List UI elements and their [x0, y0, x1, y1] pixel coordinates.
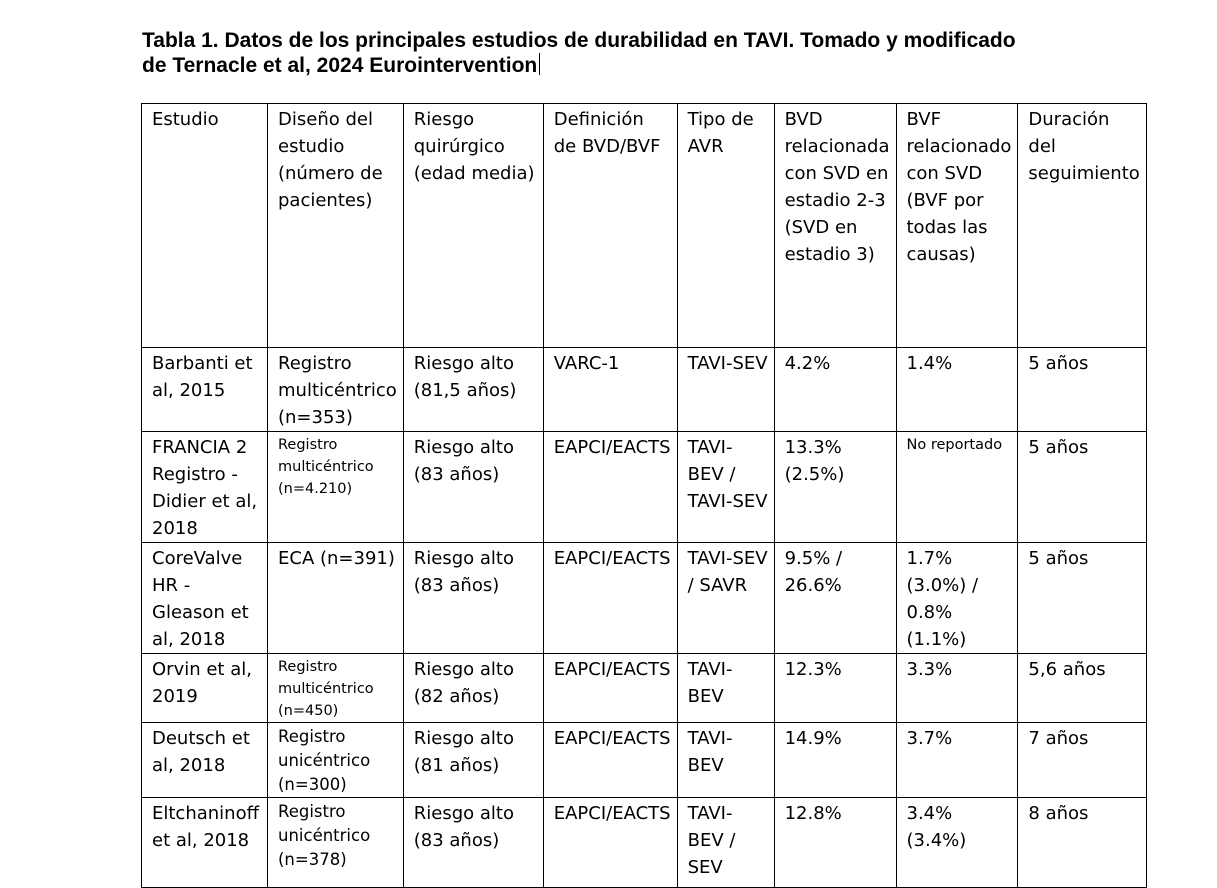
- cell-bvf: [896, 432, 1018, 543]
- table-row: [142, 798, 1147, 888]
- table-row: [142, 543, 1147, 654]
- cell-diseno: [268, 654, 404, 723]
- cell-bvd: 13.3% (2.5%): [774, 432, 896, 543]
- cell-duracion: 5 años: [1018, 543, 1146, 654]
- cell-tipo: TAVI-BEV / SEV: [677, 798, 774, 888]
- cell-diseno: Registro multicéntrico (n=353): [268, 348, 404, 432]
- header-cell-estudio: Estudio: [142, 104, 268, 348]
- header-cell-riesgo: Riesgo quirúrgico (edad media): [403, 104, 543, 348]
- cell-definicion: EAPCI/EACTS: [543, 723, 677, 798]
- cell-estudio: CoreValve HR - Gleason et al, 2018: [142, 543, 268, 654]
- cell-diseno-text: Registro unicéntrico (n=378): [278, 802, 371, 869]
- cell-diseno: [268, 798, 404, 888]
- header-cell-duracion: Duración del seguimiento: [1018, 104, 1146, 348]
- cell-bvf-text: No reportado: [906, 437, 1003, 453]
- cell-diseno: [268, 432, 404, 543]
- cell-riesgo: Riesgo alto (82 años): [403, 654, 543, 723]
- table-row: [142, 432, 1147, 543]
- cell-definicion: EAPCI/EACTS: [543, 798, 677, 888]
- header-cell-definicion: Definición de BVD/BVF: [543, 104, 677, 348]
- cell-tipo: TAVI-BEV / TAVI-SEV: [677, 432, 774, 543]
- table-row: [142, 348, 1147, 432]
- cell-bvd: 14.9%: [774, 723, 896, 798]
- cell-tipo: TAVI-SEV / SAVR: [677, 543, 774, 654]
- cell-bvf: 1.4%: [896, 348, 1018, 432]
- cell-estudio: Orvin et al, 2019: [142, 654, 268, 723]
- table-row: [142, 654, 1147, 723]
- cell-tipo: TAVI-BEV: [677, 723, 774, 798]
- cell-definicion: EAPCI/EACTS: [543, 432, 677, 543]
- cell-definicion: EAPCI/EACTS: [543, 654, 677, 723]
- cell-duracion: 8 años: [1018, 798, 1146, 888]
- cell-diseno: ECA (n=391): [268, 543, 404, 654]
- cell-diseno: [268, 723, 404, 798]
- table-caption: [142, 28, 1102, 78]
- cell-estudio: Barbanti et al, 2015: [142, 348, 268, 432]
- cell-diseno-text: Registro multicéntrico (n=4.210): [278, 437, 374, 497]
- cell-bvf: 1.7% (3.0%) / 0.8% (1.1%): [896, 543, 1018, 654]
- cell-riesgo: Riesgo alto (83 años): [403, 432, 543, 543]
- cell-bvd: 9.5% / 26.6%: [774, 543, 896, 654]
- header-cell-diseno: Diseño del estudio (número de pacientes): [268, 104, 404, 348]
- cell-duracion: 5 años: [1018, 348, 1146, 432]
- cell-riesgo: Riesgo alto (81,5 años): [403, 348, 543, 432]
- cell-diseno-text: Registro unicéntrico (n=300): [278, 727, 371, 794]
- caption-line-1: Tabla 1. Datos de los principales estudios de durabilidad en TAVI. Tomado y modificado: [142, 29, 1016, 52]
- cell-riesgo: Riesgo alto (81 años): [403, 723, 543, 798]
- cell-estudio: FRANCIA 2 Registro - Didier et al, 2018: [142, 432, 268, 543]
- cell-duracion: 7 años: [1018, 723, 1146, 798]
- cell-bvf: 3.3%: [896, 654, 1018, 723]
- cell-estudio: Deutsch et al, 2018: [142, 723, 268, 798]
- cell-definicion: VARC-1: [543, 348, 677, 432]
- cell-definicion: EAPCI/EACTS: [543, 543, 677, 654]
- cell-riesgo: Riesgo alto (83 años): [403, 798, 543, 888]
- cell-diseno-text: Registro multicéntrico (n=450): [278, 659, 374, 719]
- cell-riesgo: Riesgo alto (83 años): [403, 543, 543, 654]
- caption-line-2: de Ternacle et al, 2024 Eurointervention: [142, 54, 538, 77]
- header-row: [142, 104, 1147, 348]
- header-cell-bvd: BVD relacionada con SVD en estadio 2-3 (SVD en estadio 3): [774, 104, 896, 348]
- cell-duracion: 5 años: [1018, 432, 1146, 543]
- text-cursor: [539, 53, 540, 75]
- cell-bvd: 12.3%: [774, 654, 896, 723]
- table-row: [142, 723, 1147, 798]
- cell-bvd: 12.8%: [774, 798, 896, 888]
- cell-estudio: Eltchaninoff et al, 2018: [142, 798, 268, 888]
- cell-tipo: TAVI-BEV: [677, 654, 774, 723]
- cell-bvf: 3.7%: [896, 723, 1018, 798]
- header-cell-tipo: Tipo de AVR: [677, 104, 774, 348]
- header-cell-bvf: BVF relacionado con SVD (BVF por todas las causas): [896, 104, 1018, 348]
- cell-duracion: 5,6 años: [1018, 654, 1146, 723]
- cell-bvf: 3.4% (3.4%): [896, 798, 1018, 888]
- cell-tipo: TAVI-SEV: [677, 348, 774, 432]
- durability-studies-table: [141, 103, 1147, 888]
- cell-bvd: 4.2%: [774, 348, 896, 432]
